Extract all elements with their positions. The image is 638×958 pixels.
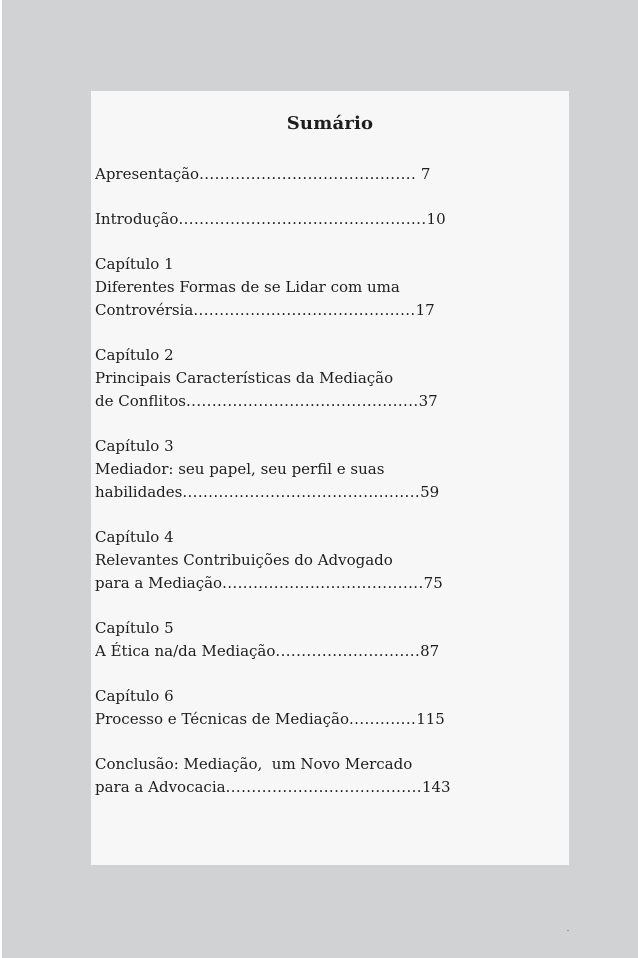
toc-leader-dots: ..............................................: [182, 483, 421, 501]
toc-entry-text: Processo e Técnicas de Mediação: [95, 710, 349, 728]
toc-chapter-heading: Capítulo 4: [95, 528, 174, 546]
toc-leader-dots: ......................................: [225, 778, 422, 796]
toc-entry-line: [95, 708, 565, 731]
toc-entry-line: [95, 481, 565, 504]
toc-entry-text: habilidades: [95, 483, 183, 501]
toc-page-number: 75: [423, 574, 443, 592]
toc-page-number: 7: [420, 165, 431, 183]
toc-entry-text: Introdução: [95, 210, 179, 228]
toc-entry-line: [95, 299, 565, 322]
toc-page-number: 143: [421, 778, 451, 796]
toc-entry-line: [95, 163, 565, 186]
toc-chapter-heading: Capítulo 5: [95, 619, 174, 637]
page-edge: [0, 0, 2, 958]
toc-entry-capitulo-1: [95, 253, 565, 322]
toc-entry-capitulo-4: [95, 526, 565, 595]
toc-entry-introducao: [95, 208, 565, 231]
toc-chapter-title-line: Conclusão: Mediação, um Novo Mercado: [95, 755, 413, 773]
toc-page-number: 10: [426, 210, 446, 228]
toc-leader-dots: .......................................: [222, 574, 424, 592]
toc-entry-text: para a Advocacia: [95, 778, 226, 796]
toc-title: Sumário: [286, 113, 374, 134]
toc-page-number: 59: [420, 483, 440, 501]
toc-leader-dots: .............: [349, 710, 417, 728]
toc-entry-capitulo-3: [95, 435, 565, 504]
toc-chapter-title-line: Principais Características da Mediação: [95, 369, 394, 387]
toc-leader-dots: ................................................: [178, 210, 427, 228]
toc-entry-line: [95, 776, 565, 799]
toc-entry-capitulo-6: [95, 685, 565, 731]
toc-entry-apresentacao: [95, 163, 565, 186]
toc-entry-line: [95, 640, 565, 663]
toc-leader-dots: .............................................: [185, 392, 419, 410]
toc-entry-line: [95, 208, 565, 231]
table-of-contents-page: [91, 91, 569, 865]
toc-entry-line: [95, 572, 565, 595]
toc-chapter-heading: Capítulo 3: [95, 437, 174, 455]
toc-page-number: 17: [415, 301, 435, 319]
toc-page-number: 37: [418, 392, 438, 410]
toc-chapter-heading: Capítulo 2: [95, 346, 174, 364]
toc-entry-text: Controvérsia: [95, 301, 194, 319]
toc-entry-text: de Conflitos: [95, 392, 186, 410]
toc-chapter-heading: Capítulo 1: [95, 255, 174, 273]
toc-entry-text: para a Mediação: [95, 574, 223, 592]
toc-leader-dots: ............................: [275, 642, 421, 660]
toc-leader-dots: ..........................................: [199, 165, 417, 183]
toc-chapter-title-line: Mediador: seu papel, seu perfil e suas: [95, 460, 385, 478]
toc-entry-capitulo-5: [95, 617, 565, 663]
toc-chapter-heading: Capítulo 6: [95, 687, 174, 705]
toc-chapter-title-line: Diferentes Formas de se Lidar com uma: [95, 278, 400, 296]
toc-chapter-title-line: Relevantes Contribuições do Advogado: [95, 551, 393, 569]
toc-leader-dots: ...........................................: [193, 301, 416, 319]
toc-entry-capitulo-2: [95, 344, 565, 413]
toc-entry-conclusao: [95, 753, 565, 799]
page-mark: [567, 930, 569, 931]
toc-entry-line: [95, 390, 565, 413]
toc-page-number: 87: [420, 642, 440, 660]
toc-entry-text: A Ética na/da Mediação: [95, 642, 276, 660]
toc-entry-text: Apresentação: [95, 165, 200, 183]
toc-page-number: 115: [416, 710, 445, 728]
toc-list: [95, 163, 565, 799]
